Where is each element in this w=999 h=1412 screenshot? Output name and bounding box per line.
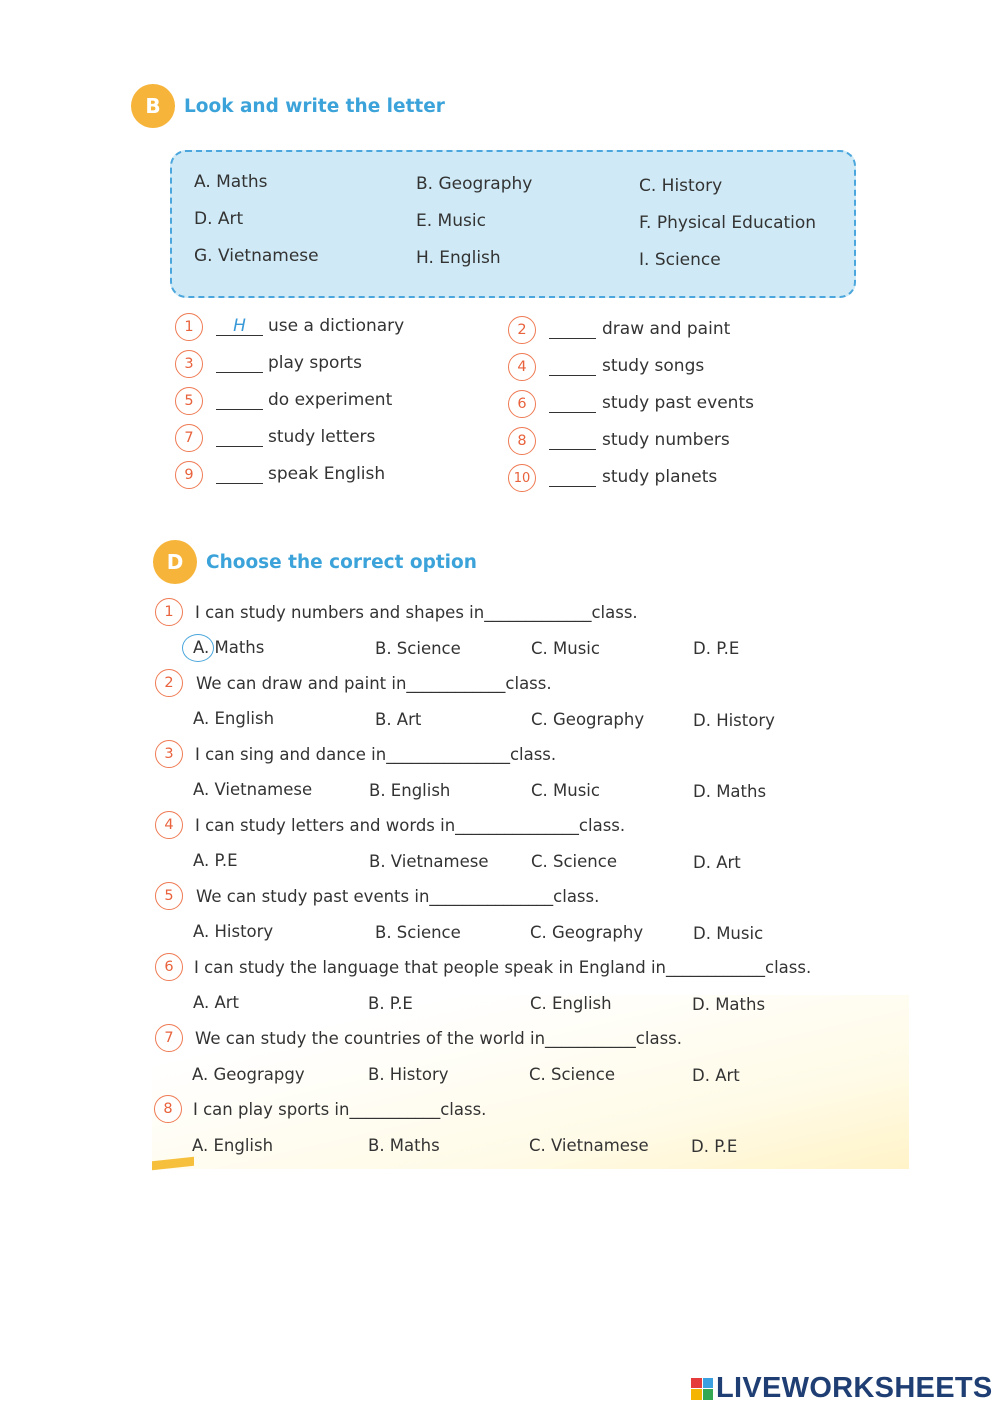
section-d-title: Choose the correct option <box>206 551 477 573</box>
option-a[interactable]: A. English <box>193 709 275 728</box>
word-bank-box <box>170 150 856 298</box>
section-d-header <box>153 540 477 584</box>
option-b[interactable]: B. Maths <box>368 1136 440 1155</box>
option-d[interactable]: D. History <box>693 711 775 730</box>
item-number: 4 <box>508 353 536 381</box>
section-b-title: Look and write the letter <box>184 95 445 117</box>
word-bank-item: D. Art <box>194 209 244 229</box>
answer-blank[interactable] <box>549 320 596 339</box>
logo-text: LIVEWORKSHEETS <box>716 1372 993 1404</box>
option-d[interactable]: D. P.E <box>691 1137 738 1156</box>
question-text: We can draw and paint in____________class. <box>196 674 552 693</box>
answer-blank[interactable] <box>216 465 263 484</box>
item-number: 8 <box>508 427 536 455</box>
answer-blank[interactable] <box>216 428 263 447</box>
option-b[interactable]: B. English <box>369 781 451 800</box>
option-c[interactable]: C. Science <box>531 852 617 871</box>
option-d[interactable]: D. Maths <box>693 782 767 801</box>
option-d[interactable]: D. Maths <box>692 995 766 1014</box>
item-number: 6 <box>508 390 536 418</box>
question-number: 5 <box>155 882 183 910</box>
option-c[interactable]: C. Vietnamese <box>529 1136 649 1155</box>
answer-blank[interactable]: H <box>216 317 263 336</box>
option-c[interactable]: C. Geography <box>531 710 645 729</box>
section-b-badge: B <box>131 84 175 128</box>
word-bank-item: F. Physical Education <box>639 213 817 233</box>
answer-blank[interactable] <box>549 468 596 487</box>
word-bank-item: I. Science <box>639 250 721 270</box>
item-number: 9 <box>175 461 203 489</box>
question-text: We can study the countries of the world in___________class. <box>195 1029 683 1048</box>
word-bank-item: A. Maths <box>194 172 268 192</box>
item-number: 7 <box>175 424 203 452</box>
option-b[interactable]: B. History <box>368 1065 449 1084</box>
option-b[interactable]: B. P.E <box>368 994 413 1013</box>
option-c[interactable]: C. English <box>530 994 612 1013</box>
question-text: We can study past events in_______________class. <box>196 887 600 906</box>
item-text: study numbers <box>602 430 730 450</box>
option-a[interactable]: A. P.E <box>193 851 238 870</box>
question-text: I can study letters and words in_______________class. <box>195 816 626 835</box>
item-number: 5 <box>175 387 203 415</box>
question-text: I can study numbers and shapes in_____________class. <box>195 603 638 622</box>
word-bank-item: C. History <box>639 176 723 196</box>
option-b[interactable]: B. Science <box>375 923 461 942</box>
item-number: 1 <box>175 313 203 341</box>
option-c[interactable]: C. Geography <box>530 923 644 942</box>
logo-icon <box>691 1378 713 1400</box>
answer-blank[interactable] <box>549 431 596 450</box>
option-a[interactable]: A. Geograpgy <box>192 1065 305 1084</box>
item-number: 3 <box>175 350 203 378</box>
question-text: I can study the language that people speak in England in____________class. <box>194 958 812 977</box>
answer-blank[interactable] <box>216 354 263 373</box>
section-b-header <box>131 84 445 128</box>
section-d-badge: D <box>153 540 197 584</box>
option-d[interactable]: D. P.E <box>693 639 740 658</box>
question-text: I can sing and dance in_______________class. <box>195 745 557 764</box>
word-bank-item: G. Vietnamese <box>194 246 319 266</box>
answer-blank[interactable] <box>549 357 596 376</box>
question-number: 2 <box>155 669 183 697</box>
item-text: study letters <box>268 427 376 447</box>
question-text: I can play sports in___________class. <box>193 1100 487 1119</box>
option-a[interactable]: A. English <box>192 1136 274 1155</box>
item-text: speak English <box>268 464 386 484</box>
item-text: study songs <box>602 356 705 376</box>
item-text: play sports <box>268 353 362 373</box>
question-number: 7 <box>155 1024 183 1052</box>
option-a[interactable]: A. Maths <box>193 638 265 657</box>
question-number: 1 <box>155 598 183 626</box>
option-b[interactable]: B. Science <box>375 639 461 658</box>
item-text: study past events <box>602 393 754 413</box>
liveworksheets-logo <box>691 1372 993 1405</box>
option-c[interactable]: C. Science <box>529 1065 615 1084</box>
option-b[interactable]: B. Vietnamese <box>369 852 489 871</box>
answer-blank[interactable] <box>216 391 263 410</box>
question-number: 4 <box>155 811 183 839</box>
question-number: 8 <box>154 1095 182 1123</box>
option-a[interactable]: A. Art <box>193 993 240 1012</box>
item-text: use a dictionary <box>268 316 405 336</box>
option-c[interactable]: C. Music <box>531 639 600 658</box>
item-number: 2 <box>508 316 536 344</box>
answer-blank[interactable] <box>549 394 596 413</box>
option-c[interactable]: C. Music <box>531 781 600 800</box>
word-bank-item: H. English <box>416 248 501 268</box>
option-a[interactable]: A. Vietnamese <box>193 780 313 799</box>
option-d[interactable]: D. Art <box>692 1066 740 1085</box>
option-a[interactable]: A. History <box>193 922 274 941</box>
word-bank-item: E. Music <box>416 211 486 231</box>
option-d[interactable]: D. Music <box>693 924 764 943</box>
word-bank-item: B. Geography <box>416 174 533 194</box>
option-b[interactable]: B. Art <box>375 710 422 729</box>
question-number: 6 <box>155 953 183 981</box>
item-text: draw and paint <box>602 319 731 339</box>
question-number: 3 <box>155 740 183 768</box>
item-text: do experiment <box>268 390 393 410</box>
item-text: study planets <box>602 467 718 487</box>
option-d[interactable]: D. Art <box>693 853 741 872</box>
item-number: 10 <box>508 464 536 492</box>
